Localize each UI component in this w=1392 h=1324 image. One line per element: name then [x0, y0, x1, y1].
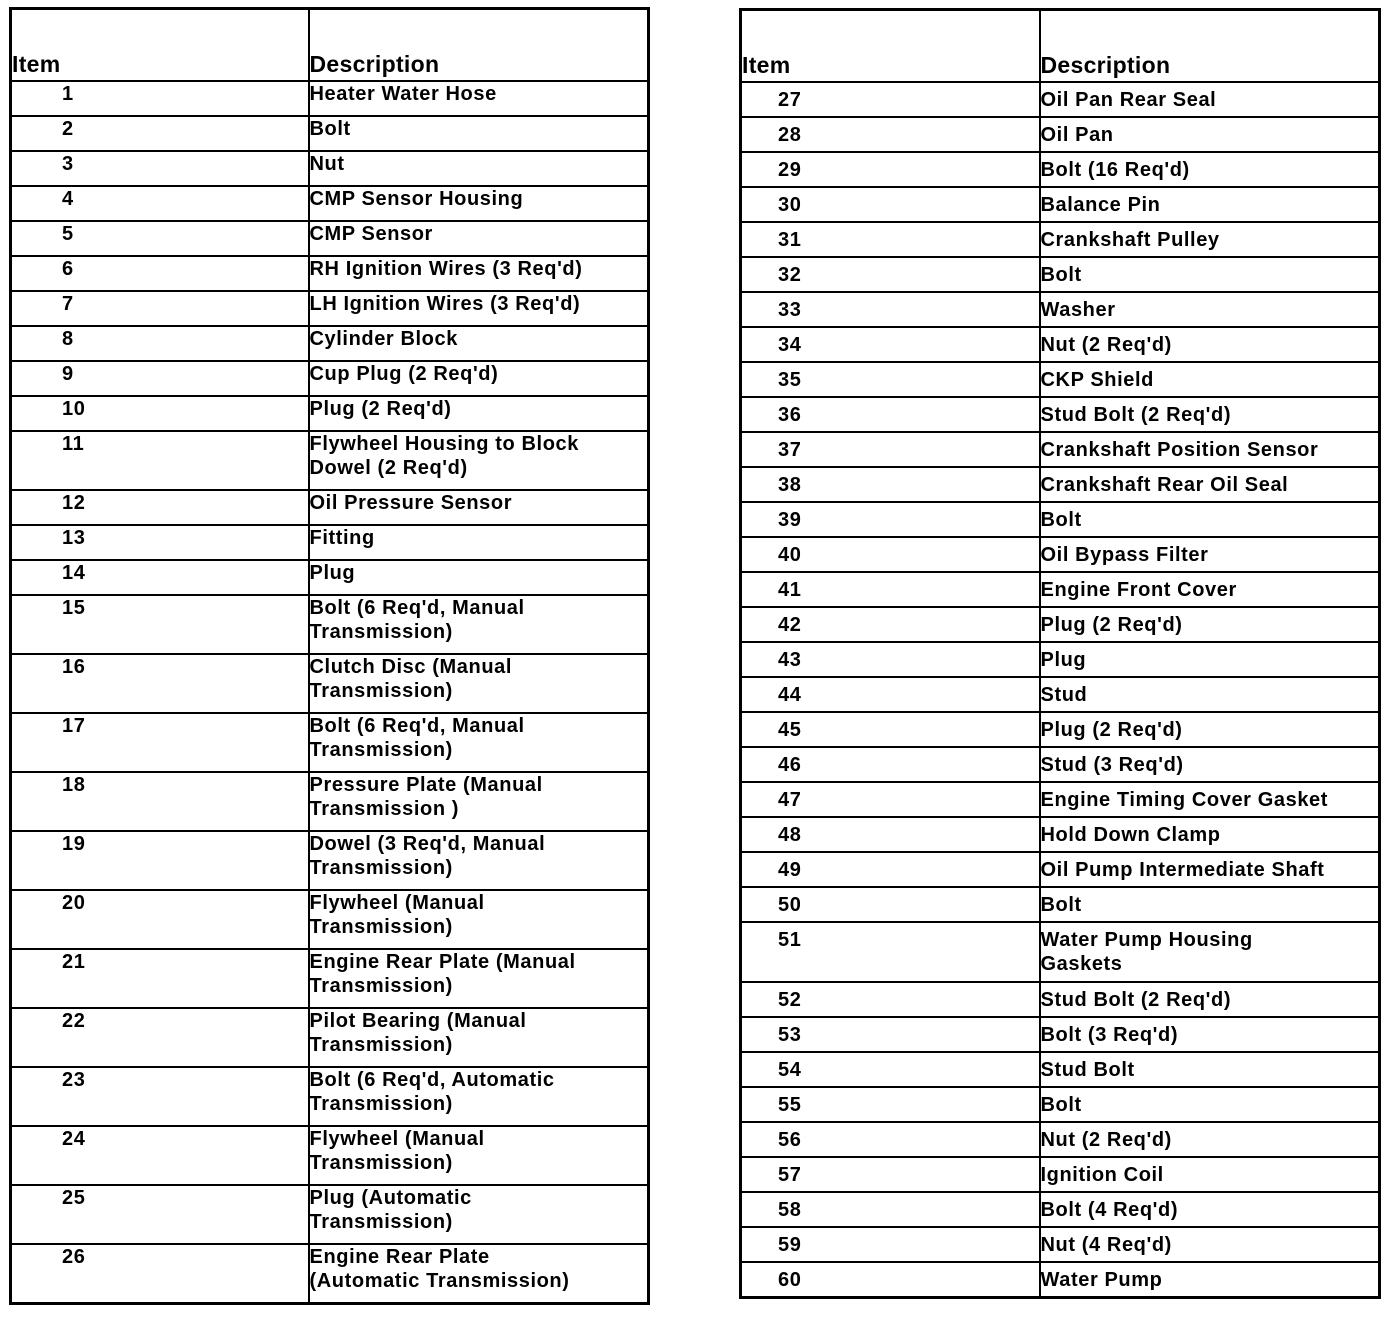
- description-cell: Crankshaft Rear Oil Seal: [1040, 467, 1380, 502]
- table-row: [741, 187, 1380, 222]
- item-number-cell: 52: [741, 982, 1040, 1017]
- table-row: [11, 831, 649, 890]
- table-row: [11, 1244, 649, 1303]
- description-cell: Stud Bolt (2 Req'd): [1040, 982, 1380, 1017]
- item-number-cell: 32: [741, 257, 1040, 292]
- description-cell: Clutch Disc (Manual Transmission): [309, 654, 649, 713]
- description-cell: Engine Front Cover: [1040, 572, 1380, 607]
- description-cell: Cup Plug (2 Req'd): [309, 361, 649, 396]
- table-row: [11, 1185, 649, 1244]
- table-row: [11, 431, 649, 490]
- description-cell: Bolt: [1040, 887, 1380, 922]
- table-row: [11, 81, 649, 116]
- item-number-cell: 9: [11, 361, 309, 396]
- description-cell: Bolt: [1040, 1087, 1380, 1122]
- description-cell: Oil Pan Rear Seal: [1040, 82, 1380, 117]
- item-number-cell: 10: [11, 396, 309, 431]
- description-cell: Stud Bolt: [1040, 1052, 1380, 1087]
- table-row: [741, 922, 1380, 982]
- table-row: [741, 292, 1380, 327]
- description-cell: Nut (2 Req'd): [1040, 327, 1380, 362]
- item-number-cell: 59: [741, 1227, 1040, 1262]
- description-cell: Balance Pin: [1040, 187, 1380, 222]
- item-number-cell: 37: [741, 432, 1040, 467]
- table-row: [741, 642, 1380, 677]
- table-row: [741, 1262, 1380, 1297]
- description-cell: Oil Pump Intermediate Shaft: [1040, 852, 1380, 887]
- parts-table-body: [741, 82, 1380, 1297]
- item-number-cell: 14: [11, 560, 309, 595]
- description-cell: Engine Rear Plate (Manual Transmission): [309, 949, 649, 1008]
- table-row: [741, 782, 1380, 817]
- description-cell: Oil Bypass Filter: [1040, 537, 1380, 572]
- item-number-cell: 36: [741, 397, 1040, 432]
- table-row: [741, 1227, 1380, 1262]
- description-cell: Bolt: [1040, 502, 1380, 537]
- description-cell: RH Ignition Wires (3 Req'd): [309, 256, 649, 291]
- description-cell: Nut (4 Req'd): [1040, 1227, 1380, 1262]
- table-row: [11, 890, 649, 949]
- item-number-cell: 19: [11, 831, 309, 890]
- description-cell: Fitting: [309, 525, 649, 560]
- item-number-cell: 57: [741, 1157, 1040, 1192]
- item-number-cell: 55: [741, 1087, 1040, 1122]
- parts-table-right: [739, 8, 1381, 1299]
- table-row: [741, 117, 1380, 152]
- item-number-cell: 31: [741, 222, 1040, 257]
- item-number-cell: 53: [741, 1017, 1040, 1052]
- item-number-cell: 1: [11, 81, 309, 116]
- description-cell: Nut: [309, 151, 649, 186]
- table-row: [11, 654, 649, 713]
- item-number-cell: 13: [11, 525, 309, 560]
- table-row: [11, 396, 649, 431]
- description-cell: Bolt: [309, 116, 649, 151]
- description-cell: CMP Sensor Housing: [309, 186, 649, 221]
- table-row: [741, 1157, 1380, 1192]
- item-number-cell: 34: [741, 327, 1040, 362]
- table-row: [741, 887, 1380, 922]
- description-cell: Bolt (6 Req'd, Automatic Transmission): [309, 1067, 649, 1126]
- description-cell: Stud Bolt (2 Req'd): [1040, 397, 1380, 432]
- description-cell: CMP Sensor: [309, 221, 649, 256]
- item-number-cell: 40: [741, 537, 1040, 572]
- description-cell: Ignition Coil: [1040, 1157, 1380, 1192]
- item-number-cell: 51: [741, 922, 1040, 982]
- description-cell: Plug: [309, 560, 649, 595]
- item-number-cell: 29: [741, 152, 1040, 187]
- item-number-cell: 49: [741, 852, 1040, 887]
- description-cell: Plug: [1040, 642, 1380, 677]
- table-row: [11, 151, 649, 186]
- table-row: [741, 1192, 1380, 1227]
- item-number-cell: 2: [11, 116, 309, 151]
- table-row: [11, 1126, 649, 1185]
- item-number-cell: 24: [11, 1126, 309, 1185]
- item-number-cell: 41: [741, 572, 1040, 607]
- table-row: [741, 852, 1380, 887]
- table-row: [11, 291, 649, 326]
- table-row: [741, 982, 1380, 1017]
- description-cell: CKP Shield: [1040, 362, 1380, 397]
- description-cell: Bolt: [1040, 257, 1380, 292]
- column-header-item: Item: [741, 10, 1040, 83]
- table-row: [11, 1067, 649, 1126]
- table-row: [11, 595, 649, 654]
- item-number-cell: 43: [741, 642, 1040, 677]
- column-header-description: Description: [309, 9, 649, 82]
- description-cell: Flywheel Housing to Block Dowel (2 Req'd): [309, 431, 649, 490]
- table-header-row: [741, 10, 1380, 83]
- table-row: [741, 1052, 1380, 1087]
- item-number-cell: 5: [11, 221, 309, 256]
- item-number-cell: 26: [11, 1244, 309, 1303]
- table-row: [741, 1087, 1380, 1122]
- description-cell: Hold Down Clamp: [1040, 817, 1380, 852]
- table-row: [741, 537, 1380, 572]
- column-header-description: Description: [1040, 10, 1380, 83]
- description-cell: Heater Water Hose: [309, 81, 649, 116]
- item-number-cell: 60: [741, 1262, 1040, 1297]
- table-row: [741, 82, 1380, 117]
- table-row: [741, 817, 1380, 852]
- description-cell: Flywheel (Manual Transmission): [309, 1126, 649, 1185]
- table-row: [741, 607, 1380, 642]
- item-number-cell: 23: [11, 1067, 309, 1126]
- item-number-cell: 3: [11, 151, 309, 186]
- item-number-cell: 21: [11, 949, 309, 1008]
- description-cell: Water Pump: [1040, 1262, 1380, 1297]
- item-number-cell: 28: [741, 117, 1040, 152]
- description-cell: Bolt (4 Req'd): [1040, 1192, 1380, 1227]
- table-row: [11, 361, 649, 396]
- item-number-cell: 11: [11, 431, 309, 490]
- item-number-cell: 39: [741, 502, 1040, 537]
- table-row: [741, 677, 1380, 712]
- description-cell: Bolt (16 Req'd): [1040, 152, 1380, 187]
- table-row: [741, 1122, 1380, 1157]
- table-row: [11, 116, 649, 151]
- table-row: [741, 327, 1380, 362]
- item-number-cell: 54: [741, 1052, 1040, 1087]
- table-row: [741, 362, 1380, 397]
- item-number-cell: 18: [11, 772, 309, 831]
- table-row: [741, 712, 1380, 747]
- table-row: [11, 326, 649, 361]
- table-row: [11, 525, 649, 560]
- description-cell: Engine Rear Plate (Automatic Transmission): [309, 1244, 649, 1303]
- description-cell: Stud: [1040, 677, 1380, 712]
- item-number-cell: 56: [741, 1122, 1040, 1157]
- description-cell: Washer: [1040, 292, 1380, 327]
- description-cell: Crankshaft Pulley: [1040, 222, 1380, 257]
- description-cell: Oil Pressure Sensor: [309, 490, 649, 525]
- item-number-cell: 20: [11, 890, 309, 949]
- table-row: [741, 222, 1380, 257]
- description-cell: Flywheel (Manual Transmission): [309, 890, 649, 949]
- table-row: [11, 949, 649, 1008]
- description-cell: Plug (2 Req'd): [309, 396, 649, 431]
- description-cell: Crankshaft Position Sensor: [1040, 432, 1380, 467]
- item-number-cell: 4: [11, 186, 309, 221]
- description-cell: LH Ignition Wires (3 Req'd): [309, 291, 649, 326]
- item-number-cell: 17: [11, 713, 309, 772]
- item-number-cell: 6: [11, 256, 309, 291]
- description-cell: Plug (2 Req'd): [1040, 712, 1380, 747]
- parts-table-left: [9, 7, 650, 1305]
- table-row: [741, 257, 1380, 292]
- item-number-cell: 27: [741, 82, 1040, 117]
- item-number-cell: 16: [11, 654, 309, 713]
- table-row: [11, 221, 649, 256]
- item-number-cell: 45: [741, 712, 1040, 747]
- table-row: [11, 772, 649, 831]
- description-cell: Engine Timing Cover Gasket: [1040, 782, 1380, 817]
- item-number-cell: 33: [741, 292, 1040, 327]
- description-cell: Water Pump Housing Gaskets: [1040, 922, 1380, 982]
- item-number-cell: 47: [741, 782, 1040, 817]
- description-cell: Bolt (6 Req'd, Manual Transmission): [309, 595, 649, 654]
- table-row: [741, 397, 1380, 432]
- description-cell: Dowel (3 Req'd, Manual Transmission): [309, 831, 649, 890]
- item-number-cell: 58: [741, 1192, 1040, 1227]
- table-row: [741, 747, 1380, 782]
- table-row: [11, 186, 649, 221]
- item-number-cell: 46: [741, 747, 1040, 782]
- description-cell: Oil Pan: [1040, 117, 1380, 152]
- table-row: [741, 572, 1380, 607]
- item-number-cell: 15: [11, 595, 309, 654]
- column-header-item: Item: [11, 9, 309, 82]
- item-number-cell: 48: [741, 817, 1040, 852]
- table-row: [741, 1017, 1380, 1052]
- table-row: [11, 490, 649, 525]
- item-number-cell: 25: [11, 1185, 309, 1244]
- description-cell: Pressure Plate (Manual Transmission ): [309, 772, 649, 831]
- parts-table-body: [11, 81, 649, 1303]
- item-number-cell: 8: [11, 326, 309, 361]
- item-number-cell: 12: [11, 490, 309, 525]
- description-cell: Stud (3 Req'd): [1040, 747, 1380, 782]
- item-number-cell: 35: [741, 362, 1040, 397]
- description-cell: Plug (2 Req'd): [1040, 607, 1380, 642]
- item-number-cell: 7: [11, 291, 309, 326]
- table-header-row: [11, 9, 649, 82]
- table-row: [11, 256, 649, 291]
- description-cell: Plug (Automatic Transmission): [309, 1185, 649, 1244]
- item-number-cell: 42: [741, 607, 1040, 642]
- table-row: [741, 467, 1380, 502]
- description-cell: Pilot Bearing (Manual Transmission): [309, 1008, 649, 1067]
- item-number-cell: 50: [741, 887, 1040, 922]
- table-row: [11, 1008, 649, 1067]
- table-row: [11, 560, 649, 595]
- table-row: [741, 152, 1380, 187]
- table-row: [11, 713, 649, 772]
- item-number-cell: 22: [11, 1008, 309, 1067]
- description-cell: Nut (2 Req'd): [1040, 1122, 1380, 1157]
- table-row: [741, 502, 1380, 537]
- item-number-cell: 44: [741, 677, 1040, 712]
- description-cell: Cylinder Block: [309, 326, 649, 361]
- table-row: [741, 432, 1380, 467]
- description-cell: Bolt (6 Req'd, Manual Transmission): [309, 713, 649, 772]
- item-number-cell: 30: [741, 187, 1040, 222]
- item-number-cell: 38: [741, 467, 1040, 502]
- description-cell: Bolt (3 Req'd): [1040, 1017, 1380, 1052]
